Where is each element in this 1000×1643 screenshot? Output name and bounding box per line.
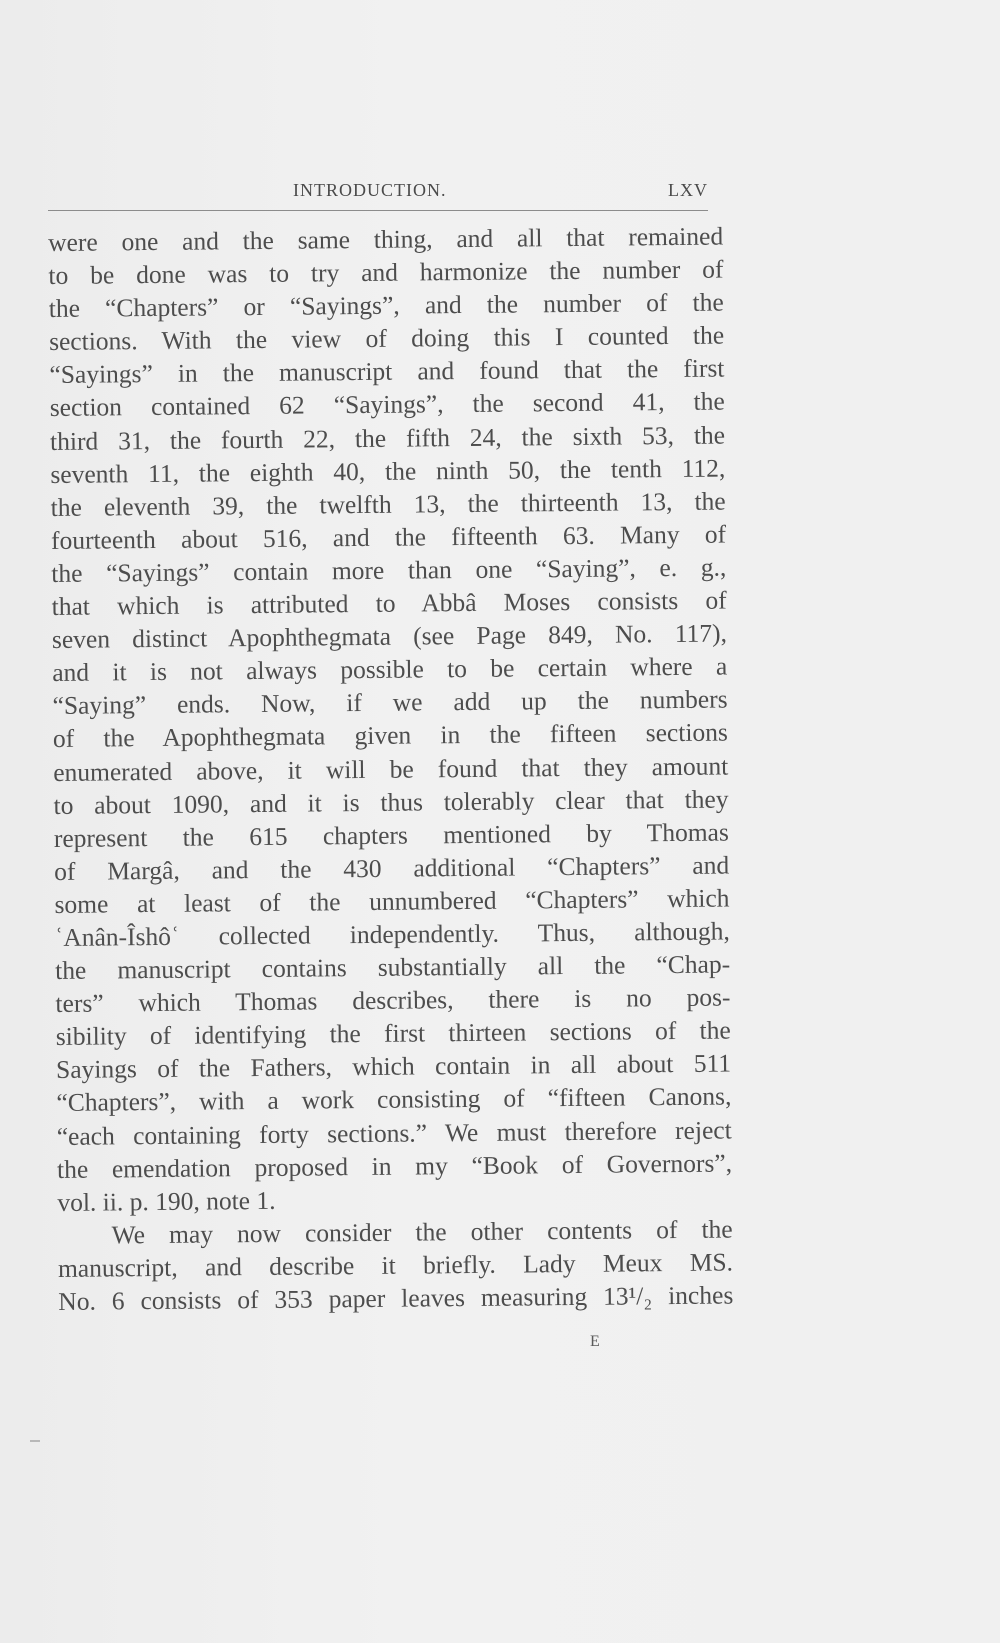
text-line: Sayings of the Fathers, which contain in all about 511 bbox=[55, 1048, 732, 1085]
header-rule bbox=[48, 210, 708, 211]
text-line: were one and the same thing, and all that remained bbox=[48, 221, 724, 257]
text-line: No. 6 consists of 353 paper leaves measuring 13¹/₂ inches bbox=[58, 1280, 734, 1316]
text-line: the emendation proposed in my “Book of Governors”, bbox=[56, 1148, 733, 1184]
text-line: the “Sayings” contain more than one “Saying”, e. g., bbox=[51, 552, 727, 588]
text-line: third 31, the fourth 22, the fifth 24, the sixth 53, the bbox=[49, 420, 726, 456]
text-line: “each containing forty sections.” We must therefore reject bbox=[56, 1115, 732, 1151]
text-line: that which is attributed to Abbâ Moses consists of bbox=[51, 585, 727, 622]
text-line: ʿAnân-Îshôʿ collected independently. Thus, although, bbox=[54, 916, 730, 952]
text-line: seventh 11, the eighth 40, the ninth 50, the tenth 112, bbox=[50, 453, 726, 489]
text-line: manuscript, and describe it briefly. Lady Meux MS. bbox=[57, 1247, 734, 1283]
signature-mark: E bbox=[590, 1333, 600, 1350]
text-line: fourteenth about 516, and the fifteenth 63. Many of bbox=[50, 519, 727, 555]
text-line: the “Chapters” or “Sayings”, and the number of the bbox=[48, 287, 724, 324]
text-line: ters” which Thomas describes, there is no pos- bbox=[55, 982, 731, 1019]
text-line: seven distinct Apophthegmata (see Page 849, No. 117), bbox=[51, 618, 728, 655]
text-line: sections. With the view of doing this I counted the bbox=[48, 320, 725, 357]
text-line: “Sayings” in the manuscript and found that the first bbox=[49, 353, 725, 390]
text-line: to about 1090, and it is thus tolerably clear that they bbox=[53, 784, 729, 820]
text-line: of Margâ, and the 430 additional “Chapters” and bbox=[54, 850, 730, 886]
text-line: represent the 615 chapters mentioned by Thomas bbox=[53, 817, 729, 853]
text-line: “Saying” ends. Now, if we add up the numbers bbox=[52, 684, 728, 721]
page-header bbox=[48, 176, 708, 206]
body-text bbox=[48, 220, 733, 1319]
text-line: sibility of identifying the first thirteen sections of the bbox=[55, 1015, 731, 1052]
text-line: vol. ii. p. 190, note 1. bbox=[57, 1185, 276, 1217]
text-line: enumerated above, it will be found that they amount bbox=[53, 750, 729, 787]
text-line: to be done was to try and harmonize the number of bbox=[48, 254, 724, 291]
page-number: LXV bbox=[668, 180, 708, 200]
text-line: section contained 62 “Sayings”, the second 41, the bbox=[49, 386, 725, 423]
text-line: of the Apophthegmata given in the fifteen sections bbox=[52, 717, 729, 754]
text-line: some at least of the unnumbered “Chapters” which bbox=[54, 883, 730, 919]
margin-mark bbox=[30, 1440, 40, 1442]
running-title: INTRODUCTION. bbox=[293, 180, 447, 200]
text-line: “Chapters”, with a work consisting of “fifteen Canons, bbox=[56, 1081, 732, 1118]
text-line: and it is not always possible to be certain where a bbox=[52, 651, 728, 688]
text-line: We may now consider the other contents of the bbox=[111, 1214, 733, 1250]
text-line: the eleventh 39, the twelfth 13, the thirteenth 13, the bbox=[50, 486, 726, 522]
text-line: the manuscript contains substantially all the “Chap- bbox=[55, 949, 731, 986]
